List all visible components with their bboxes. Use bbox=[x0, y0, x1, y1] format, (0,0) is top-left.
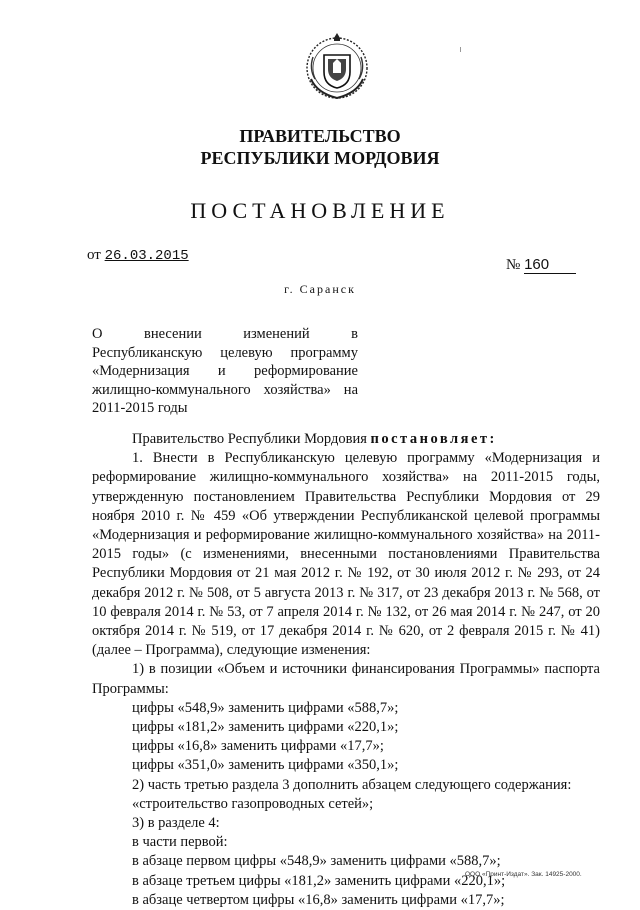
scan-mark bbox=[460, 47, 461, 52]
number-value: 160 bbox=[524, 256, 576, 274]
list-item: цифры «181,2» заменить цифрами «220,1»; bbox=[132, 719, 399, 736]
city: г. Саранск bbox=[284, 282, 356, 296]
intro-text: Правительство Республики Мордовия bbox=[132, 431, 367, 447]
coat-of-arms-icon bbox=[297, 27, 377, 107]
document-subject: О внесении изменений в Республиканскую целевую программу «Модернизация и реформирование жилищно-коммунального хозяйства» на 2011-2015 годы bbox=[92, 326, 358, 416]
date-value: 26.03.2015 bbox=[104, 248, 189, 264]
paragraph-1: 1. Внести в Республиканскую целевую программу «Модернизация и реформирование жилищно-коммунального хозяйства» на 2011-2015 годы, утвержденную постановлением Правительства Республики Мордовия от 29 ноября 2010 г. № 459 «Об утверждении Республиканской целевой программы «Модернизация и реформирование жилищно-коммунального хозяйства» на 2011-2015 годы» (с изменениями, внесенными постановлениями Правительства Республики Мордовия от 21 мая 2012 г. № 192, от 30 июля 2012 г. № 293, от 24 декабря 2012 г. № 508, от 5 августа 2013 г. № 317, от 23 декабря 2013 г. № 568, от 10 февраля 2014 г. № 53, от 7 апреля 2014 г. № 132, от 26 мая 2014 г. № 247, от 20 октября 2014 г. № 519, от 17 декабря 2014 г. № 620, от 2 февраля 2015 г. № 41) (далее – Программа), следующие изменения: bbox=[92, 450, 600, 659]
list-item: в части первой: bbox=[132, 834, 228, 851]
government-title: ПРАВИТЕЛЬСТВО bbox=[239, 126, 401, 146]
document-date bbox=[87, 247, 189, 264]
list-item: в абзаце четвертом цифры «16,8» заменить цифрами «17,7»; bbox=[132, 891, 505, 908]
list-item: цифры «351,0» заменить цифрами «350,1»; bbox=[132, 757, 399, 774]
document-body bbox=[92, 430, 600, 910]
list-item: 2) часть третью раздела 3 дополнить абзацем следующего содержания: bbox=[132, 776, 572, 793]
list-item: в абзаце третьем цифры «181,2» заменить цифрами «220,1»; bbox=[132, 872, 506, 889]
date-prefix: от bbox=[87, 247, 101, 263]
intro-action: постановляет: bbox=[370, 431, 497, 447]
list-item: цифры «548,9» заменить цифрами «588,7»; bbox=[132, 699, 399, 716]
document-type: ПОСТАНОВЛЕНИЕ bbox=[190, 198, 450, 223]
list-item: 3) в разделе 4: bbox=[132, 815, 220, 832]
list-item: в абзаце первом цифры «548,9» заменить цифрами «588,7»; bbox=[132, 853, 501, 870]
printer-imprint: ООО «Принт-Издат». Зак. 14925-2000. bbox=[465, 871, 582, 878]
paragraph-2: 1) в позиции «Объем и источники финансирования Программы» паспорта Программы: bbox=[92, 661, 600, 697]
list-item: цифры «16,8» заменить цифрами «17,7»; bbox=[132, 738, 384, 755]
document-number bbox=[506, 256, 576, 274]
number-prefix: № bbox=[506, 257, 521, 273]
republic-title: РЕСПУБЛИКИ МОРДОВИЯ bbox=[200, 148, 440, 168]
list-item: «строительство газопроводных сетей»; bbox=[132, 795, 374, 812]
intro-paragraph bbox=[92, 430, 600, 449]
